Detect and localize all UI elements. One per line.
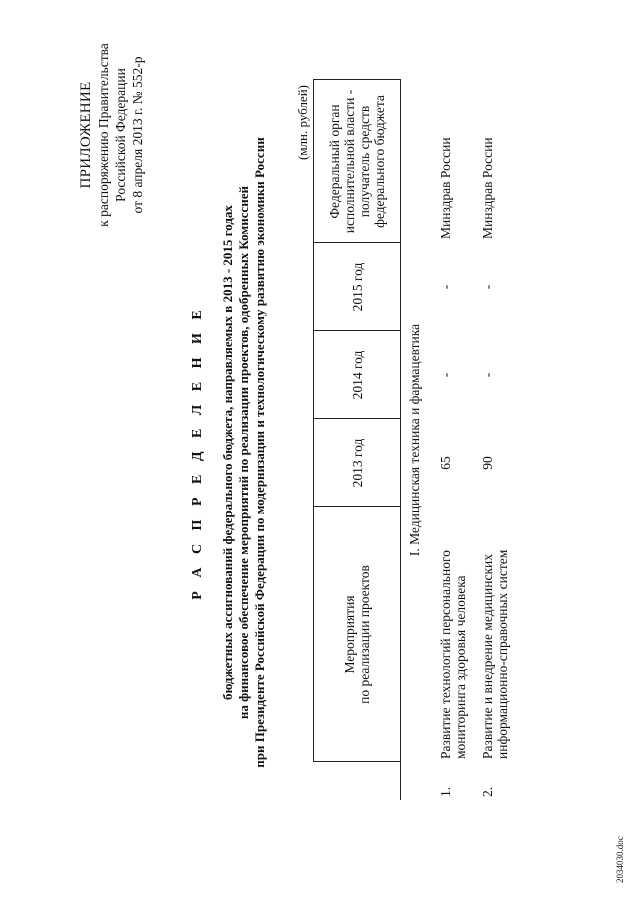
header-agency-line-1: Федеральный орган xyxy=(327,104,342,219)
footer-filename: 2034030.doc xyxy=(615,836,625,883)
header-measures-line-2: по реализации проектов xyxy=(357,565,372,704)
header-2013: 2013 год xyxy=(314,419,401,507)
allocation-table xyxy=(313,80,520,801)
header-agency-line-4: федерального бюджета xyxy=(372,95,387,228)
row-number: 2. xyxy=(480,786,495,797)
appendix-line-3: от 8 апреля 2013 г. № 552-р xyxy=(130,56,145,214)
row-measure-line-2: информационно-справочных систем xyxy=(495,549,510,759)
units-label: (млн. рублей) xyxy=(295,85,310,160)
appendix-line-2: Российской Федерации xyxy=(113,68,128,202)
row-2013-value: 65 xyxy=(438,456,453,470)
row-agency: Минздрав России xyxy=(438,137,453,239)
appendix-header: ПРИЛОЖЕНИЕ xyxy=(78,81,94,189)
row-measure-line-1: Развитие и внедрение медицинских xyxy=(480,553,495,759)
row-measure-line-2: мониторинга здоровья человека xyxy=(453,575,468,759)
row-2015-value: - xyxy=(438,284,453,290)
row-agency: Минздрав России xyxy=(480,137,495,239)
section-title: I. Медицинская техника и фармацевтика xyxy=(407,323,422,557)
document-title: Р А С П Р Е Д Е Л Е Н И Е xyxy=(190,305,205,600)
row-measure-line-1: Развитие технологий персонального xyxy=(438,550,453,759)
row-2015-value: - xyxy=(480,284,495,290)
table-header-row xyxy=(314,80,401,800)
header-measures-line-1: Мероприятия xyxy=(342,595,357,674)
header-agency xyxy=(314,80,401,243)
row-measure xyxy=(478,507,520,762)
table-row xyxy=(436,80,478,800)
section-row xyxy=(401,80,437,800)
header-2015: 2015 год xyxy=(314,243,401,331)
header-2014: 2014 год xyxy=(314,331,401,419)
document-subtitle xyxy=(220,110,268,795)
row-2013-value: 90 xyxy=(480,456,495,470)
appendix-block xyxy=(78,20,146,250)
header-measures xyxy=(314,507,401,762)
header-agency-line-2: исполнительной власти - xyxy=(342,89,357,234)
row-measure xyxy=(436,507,478,762)
subtitle-line-1: бюджетных ассигнований федерального бюджета, направляемых в 2013 - 2015 годах xyxy=(220,205,235,700)
subtitle-line-2: на финансовое обеспечение мероприятий по реализации проектов, одобренных Комиссией xyxy=(236,185,251,720)
header-number xyxy=(314,762,401,800)
row-2014-value: - xyxy=(480,372,495,378)
row-number: 1. xyxy=(438,786,453,797)
subtitle-line-3: при Президенте Российской Федерации по модернизации и технологическому развитию экономики России xyxy=(252,137,267,768)
table-row xyxy=(478,80,520,800)
header-agency-line-3: получатель средств xyxy=(357,105,372,218)
row-2014-value: - xyxy=(438,372,453,378)
appendix-line-1: к распоряжению Правительства xyxy=(96,43,111,227)
